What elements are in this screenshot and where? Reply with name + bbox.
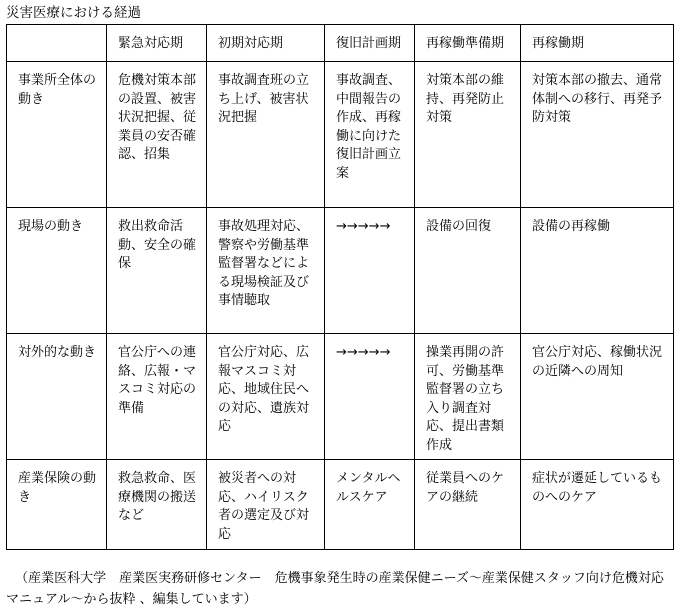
table-cell: 症状が遷延しているものへのケア <box>521 460 674 550</box>
table-row <box>7 460 674 550</box>
header-empty-cell <box>7 25 107 62</box>
header-restart-preparation-phase: 再稼働準備期 <box>415 25 521 62</box>
header-initial-phase: 初期対応期 <box>207 25 325 62</box>
table-cell: 事故調査班の立ち上げ、被害状況把握 <box>207 62 325 208</box>
table-cell: 救出救命活動、安全の確保 <box>107 208 207 334</box>
table-cell: →→→→→ <box>325 208 415 334</box>
table-cell: 設備の回復 <box>415 208 521 334</box>
table-cell: 事故調査、中間報告の作成、再稼働に向けた復旧計画立案 <box>325 62 415 208</box>
row-label: 対外的な動き <box>7 334 107 460</box>
table-row <box>7 62 674 208</box>
source-note: （産業医科大学 産業医実務研修センター 危機事象発生時の産業保健ニーズ～産業保健スタッフ向け危機対応マニュアル～から抜粋 、編集しています） <box>6 571 664 607</box>
table-cell: 被災者への対応、ハイリスク者の選定及び対応 <box>207 460 325 550</box>
table-cell: 危機対策本部の設置、被害状況把握、従業員の安否確認、招集 <box>107 62 207 208</box>
header-recovery-planning-phase: 復旧計画期 <box>325 25 415 62</box>
table-cell: 操業再開の許可、労働基準監督署の立ち入り調査対応、提出書類作成 <box>415 334 521 460</box>
table-cell: 事故処理対応、警察や労働基準監督署などによる現場検証及び事情聴取 <box>207 208 325 334</box>
table-cell: 官公庁への連絡、広報・マスコミ対応の準備 <box>107 334 207 460</box>
row-label: 現場の動き <box>7 208 107 334</box>
table-cell: 官公庁対応、広報マスコミ対応、地域住民への対応、遺族対応 <box>207 334 325 460</box>
header-restart-phase: 再稼働期 <box>521 25 674 62</box>
table-cell: 対策本部の維持、再発防止対策 <box>415 62 521 208</box>
row-label: 事業所全体の動き <box>7 62 107 208</box>
header-emergency-phase: 緊急対応期 <box>107 25 207 62</box>
table-cell: 救急救命、医療機関の搬送など <box>107 460 207 550</box>
row-label: 産業保険の動き <box>7 460 107 550</box>
table-cell: 設備の再稼働 <box>521 208 674 334</box>
table-cell: 従業員へのケアの継続 <box>415 460 521 550</box>
table-cell: メンタルヘルスケア <box>325 460 415 550</box>
table-row <box>7 208 674 334</box>
table-cell: →→→→→ <box>325 334 415 460</box>
disaster-phase-table <box>6 24 674 550</box>
table-row <box>7 334 674 460</box>
header-row <box>7 25 674 62</box>
page-title: 災害医療における経過 <box>6 5 141 21</box>
table-cell: 官公庁対応、稼働状況の近隣への周知 <box>521 334 674 460</box>
table-cell: 対策本部の撤去、通常体制への移行、再発予防対策 <box>521 62 674 208</box>
